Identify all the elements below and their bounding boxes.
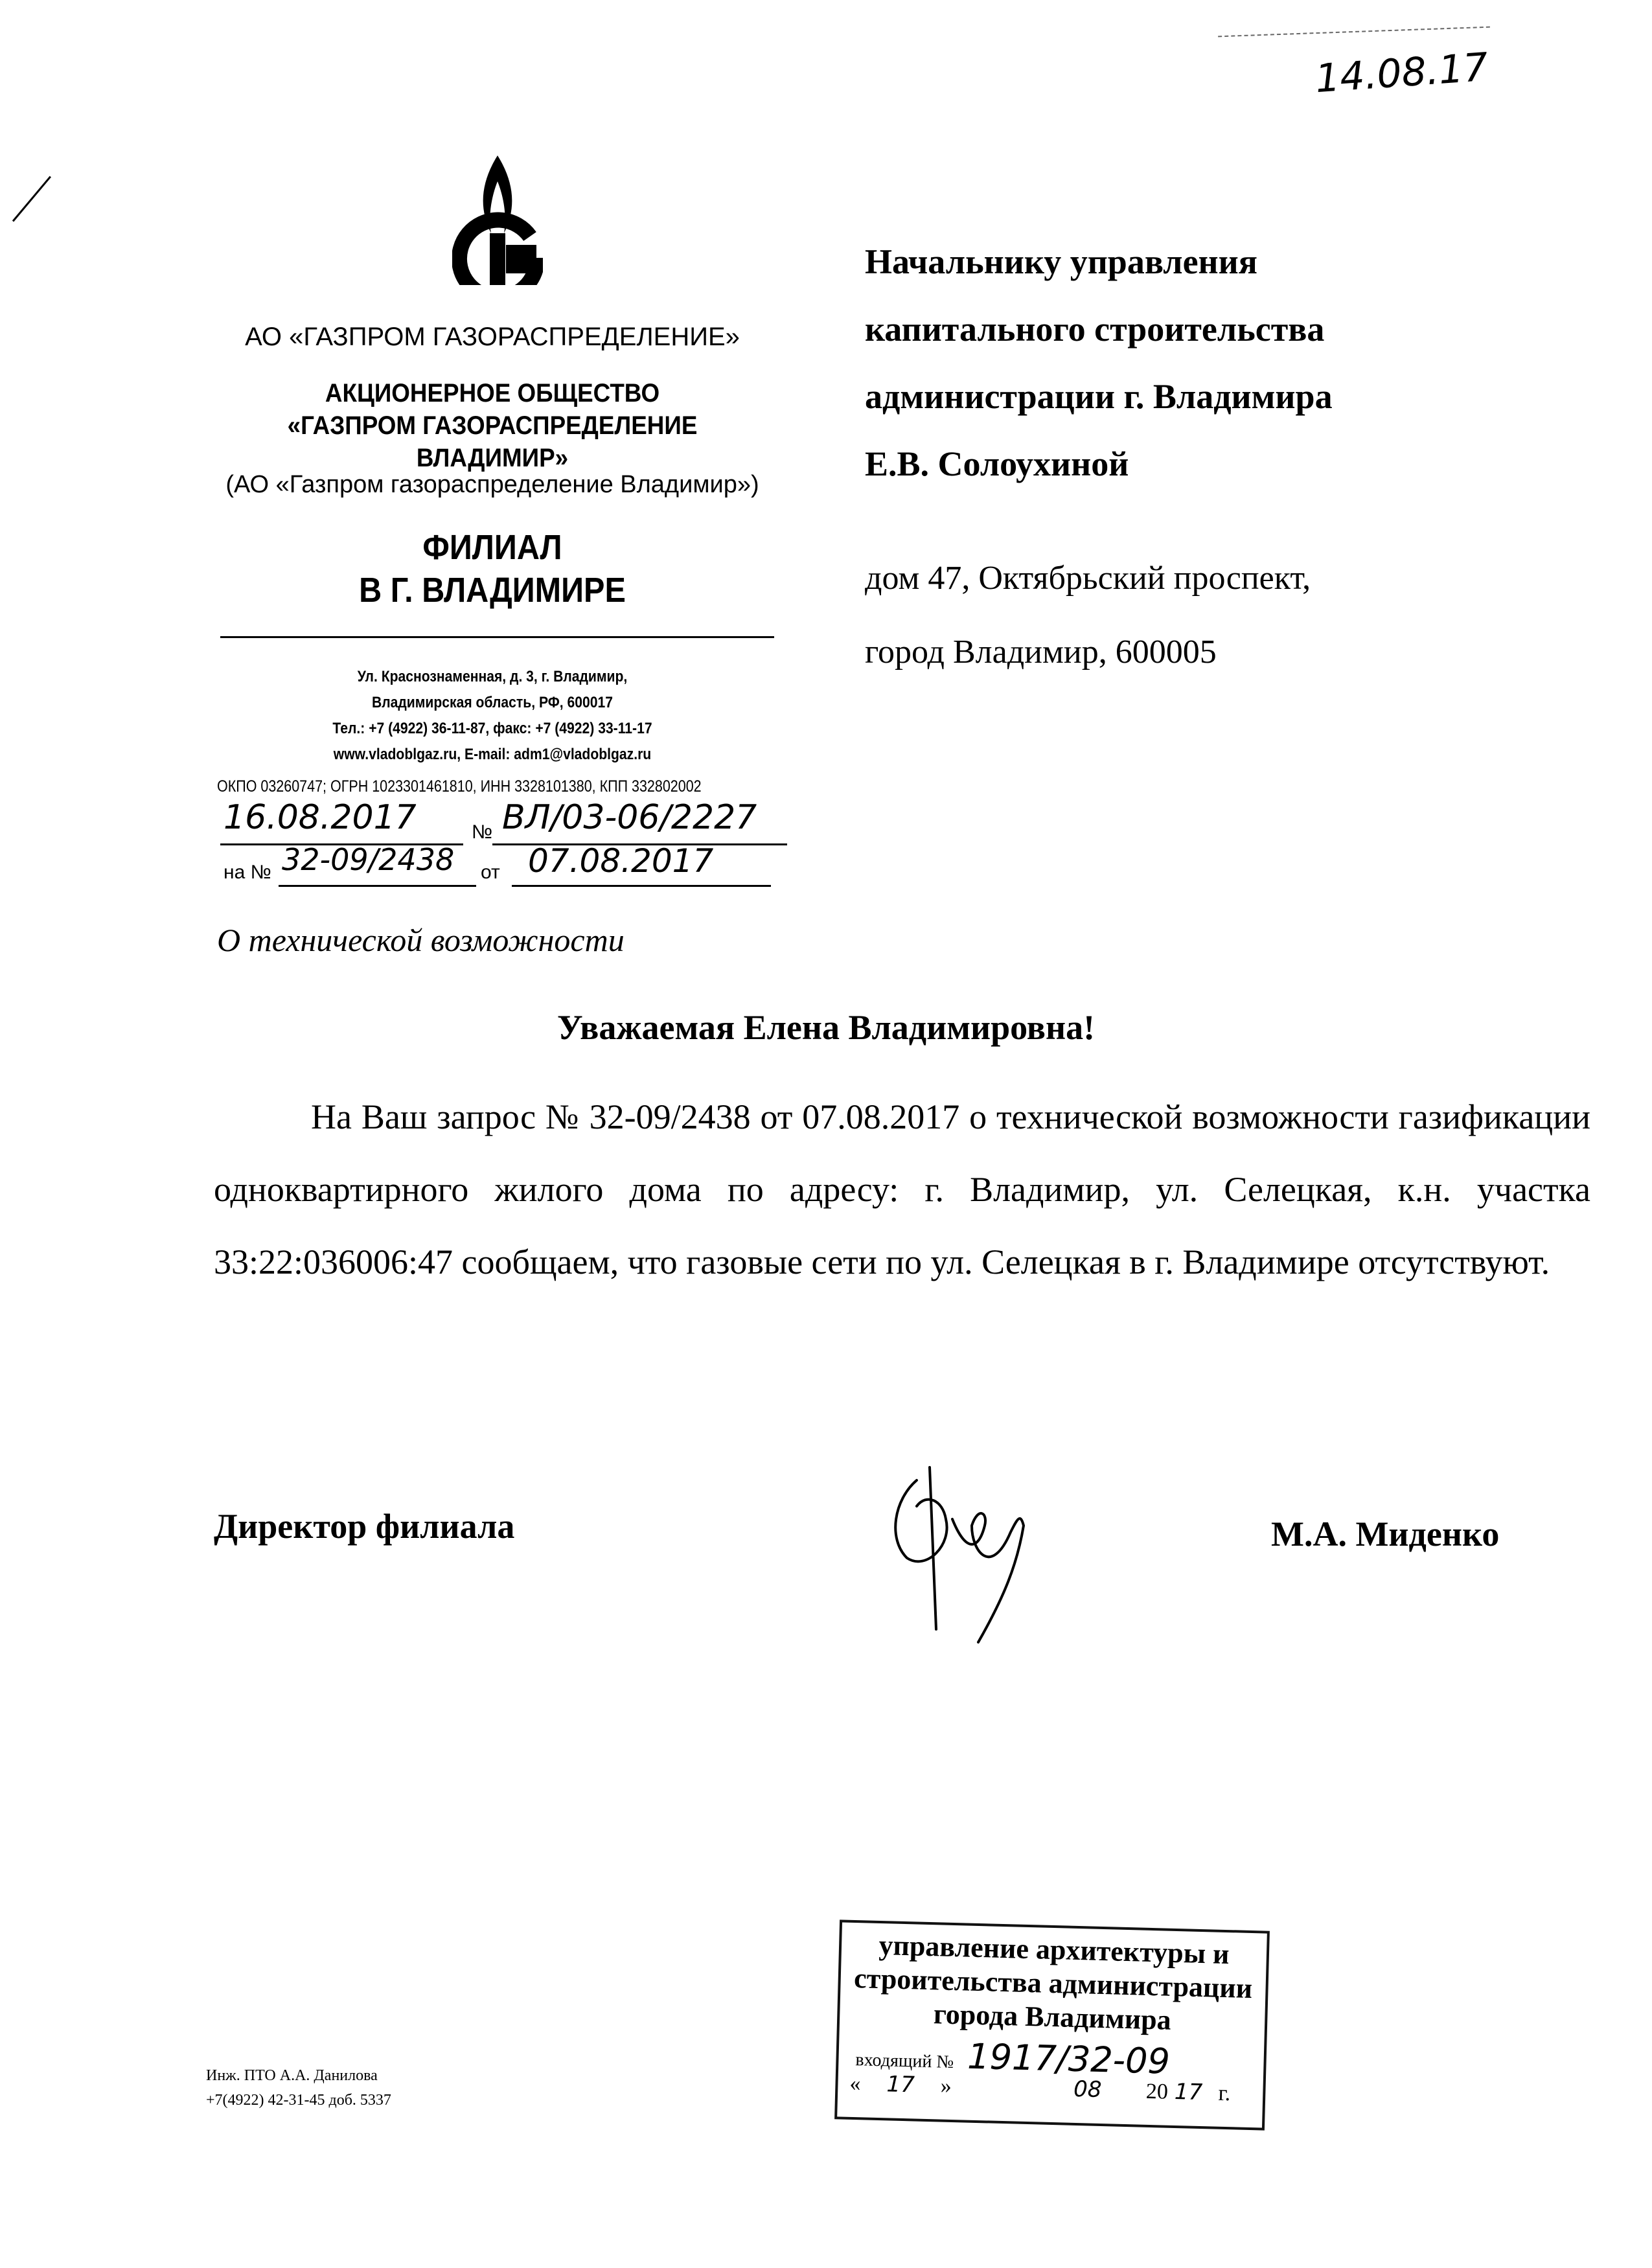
handwritten-date: 14.08.17 (1313, 44, 1490, 102)
branch-title-line: В Г. ВЛАДИМИРЕ (359, 571, 626, 610)
ref-number: 32-09/2438 (282, 842, 455, 877)
addressee-line: администрации г. Владимира (865, 377, 1333, 416)
addressee-line: капитального строительства (865, 310, 1325, 349)
addressee-line: Начальнику управления (865, 242, 1257, 281)
addressee-address-line: дом 47, Октябрьский проспект, (865, 560, 1311, 597)
stamp-month: 08 (1073, 2076, 1102, 2103)
letter-subject: О технической возможности (217, 922, 625, 958)
signatory-name: М.А. Миденко (1271, 1515, 1500, 1553)
org-fullname-line: «ГАЗПРОМ ГАЗОРАСПРЕДЕЛЕНИЕ ВЛАДИМИР» (287, 411, 698, 472)
stamp-year-prefix: 20 (1145, 2079, 1169, 2104)
ref-label: на № (224, 862, 271, 883)
org-fullname (236, 377, 748, 474)
address-line: Ул. Краснознаменная, д. 3, г. Владимир, (357, 668, 628, 685)
addressee-block (865, 228, 1333, 498)
org-line: АО «ГАЗПРОМ ГАЗОРАСПРЕДЕЛЕНИЕ» (245, 323, 740, 351)
header-divider (220, 636, 774, 638)
handwritten-signature (881, 1461, 1037, 1649)
stamp-title-line: строительства администрации (853, 1962, 1253, 2005)
stamp-incoming-number: 1917/32-09 (967, 2035, 1171, 2082)
stamp-year-suffix: 17 (1174, 2078, 1203, 2106)
stamp-title-line: города Владимира (933, 1998, 1172, 2036)
branch-title-line: ФИЛИАЛ (422, 528, 562, 567)
incoming-stamp (834, 1919, 1270, 2130)
reg-number: ВЛ/03-06/2227 (502, 798, 757, 837)
reg-no-label: № (472, 821, 493, 843)
gazprom-logo-icon (452, 155, 543, 285)
signatory-position: Директор филиала (214, 1507, 515, 1546)
scan-mark (12, 176, 51, 222)
web-line: www.vladoblgaz.ru, E-mail: adm1@vladoblgaz.ru (333, 746, 652, 763)
letter-body: На Ваш запрос № 32-09/2438 от 07.08.2017 о технической возможности газификации одноквартирного жилого дома по адресу: г. Владимир, ул. Селецкая, к.н. участка 33:22:036006:47 сообщаем, что газовые сети по ул. Селецкая в г. Владимире отсутствуют. (214, 1097, 1590, 1281)
stamp-title (840, 1927, 1267, 2039)
stamp-title-line: управление архитектуры и (878, 1929, 1230, 1971)
addressee-address-line: город Владимир, 600005 (865, 634, 1217, 670)
addressee-address (865, 542, 1311, 689)
executor-info (206, 2063, 391, 2113)
executor-line: +7(4922) 42-31-45 доб. 5337 (206, 2092, 391, 2109)
branch-title (242, 526, 743, 612)
contact-block (247, 664, 738, 768)
ref-from-label: от (481, 862, 500, 883)
ref-date: 07.08.2017 (528, 842, 714, 880)
org-fullname-line: АКЦИОНЕРНОЕ ОБЩЕСТВО (325, 379, 660, 407)
stamp-incoming-label: входящий № (855, 2050, 954, 2073)
stamp-year-unit: г. (1218, 2081, 1231, 2106)
addressee-line: Е.В. Солоухиной (865, 444, 1129, 483)
org-codes: ОКПО 03260747; ОГРН 1023301461810, ИНН 3328101380, КПП 332802002 (217, 777, 702, 796)
stamp-date: « 17 » 08 20 17 г. (849, 2071, 1231, 2106)
ref-no-underline (279, 885, 476, 887)
reg-date: 16.08.2017 (224, 798, 417, 837)
org-short-name: (АО «Газпром газораспределение Владимир») (225, 471, 759, 498)
executor-line: Инж. ПТО А.А. Данилова (206, 2067, 378, 2084)
address-line: Владимирская область, РФ, 600017 (371, 694, 613, 711)
scan-mark (1218, 27, 1490, 38)
greeting: Уважаемая Елена Владимировна! (556, 1008, 1096, 1047)
stamp-day: 17 (886, 2071, 915, 2098)
ref-date-underline (512, 885, 771, 887)
phone-line: Тел.: +7 (4922) 36-11-87, факс: +7 (4922) 33-11-17 (332, 720, 652, 737)
